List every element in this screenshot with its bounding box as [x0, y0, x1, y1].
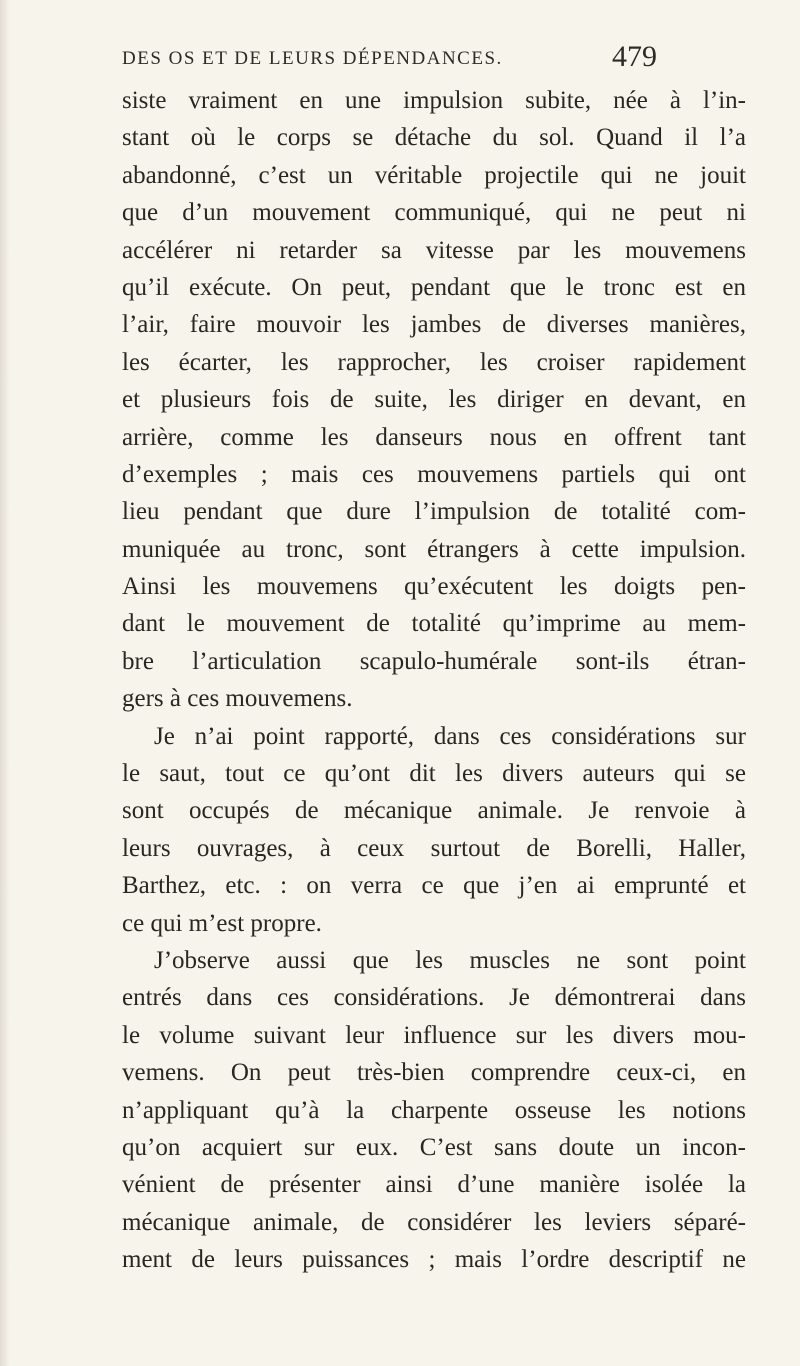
text-line: que d’un mouvement communiqué, qui ne peut ni [122, 199, 746, 227]
text-line: Ainsi les mouvemens qu’exécutent les doigts pen- [122, 573, 746, 601]
text-line: qu’il exécute. On peut, pendant que le tronc est en [122, 273, 746, 301]
text-line: bre l’articulation scapulo-humérale sont-ils étran- [122, 647, 746, 675]
text-line: lieu pendant que dure l’impulsion de totalité com- [122, 498, 746, 526]
text-line: n’appliquant qu’à la charpente osseuse les notions [122, 1096, 746, 1124]
text-line: sont occupés de mécanique animale. Je renvoie à [122, 797, 746, 825]
text-line: dant le mouvement de totalité qu’imprime au mem- [122, 610, 746, 638]
text-line: vénient de présenter ainsi d’une manière isolée la [122, 1171, 746, 1199]
paragraph-end-line: ce qui m’est propre. [122, 909, 322, 937]
text-line: d’exemples ; mais ces mouvemens partiels qui ont [122, 460, 746, 488]
paragraph-start-line: J’observe aussi que les muscles ne sont point [154, 946, 746, 974]
text-line: ment de leurs puissances ; mais l’ordre descriptif ne [122, 1246, 746, 1274]
text-line: qu’on acquiert sur eux. C’est sans doute un incon- [122, 1133, 746, 1161]
text-line: accélérer ni retarder sa vitesse par les mouvemens [122, 236, 746, 264]
text-line: entrés dans ces considérations. Je démontrerai dans [122, 984, 746, 1012]
text-line: le saut, tout ce qu’ont dit les divers auteurs qui se [122, 760, 746, 788]
text-line: arrière, comme les danseurs nous en offrent tant [122, 423, 746, 451]
body-text [122, 82, 746, 1279]
text-line: mécanique animale, de considérer les leviers séparé- [122, 1208, 746, 1236]
text-line: Barthez, etc. : on verra ce que j’en ai emprunté et [122, 872, 746, 900]
text-line: et plusieurs fois de suite, les diriger en devant, en [122, 386, 746, 414]
text-line: le volume suivant leur influence sur les divers mou- [122, 1021, 746, 1049]
text-line: siste vraiment en une impulsion subite, née à l’in- [122, 87, 746, 114]
text-line: stant où le corps se détache du sol. Quand il l’a [122, 124, 746, 152]
text-line: les écarter, les rapprocher, les croiser rapidement [122, 348, 746, 376]
text-line: abandonné, c’est un véritable projectile qui ne jouit [122, 161, 746, 189]
text-line: vemens. On peut très-bien comprendre ceux-ci, en [122, 1059, 746, 1087]
paragraph-end-line: gers à ces mouvemens. [122, 685, 353, 713]
paragraph-start-line: Je n’ai point rapporté, dans ces considérations sur [154, 722, 746, 750]
text-line: muniquée au tronc, sont étrangers à cette impulsion. [122, 535, 746, 563]
text-line: leurs ouvrages, à ceux surtout de Borelli, Haller, [122, 834, 746, 862]
text-line: l’air, faire mouvoir les jambes de diverses manières, [122, 311, 746, 339]
page-number: 479 [612, 40, 657, 73]
running-header: DES OS ET DE LEURS DÉPENDANCES. [122, 48, 503, 69]
